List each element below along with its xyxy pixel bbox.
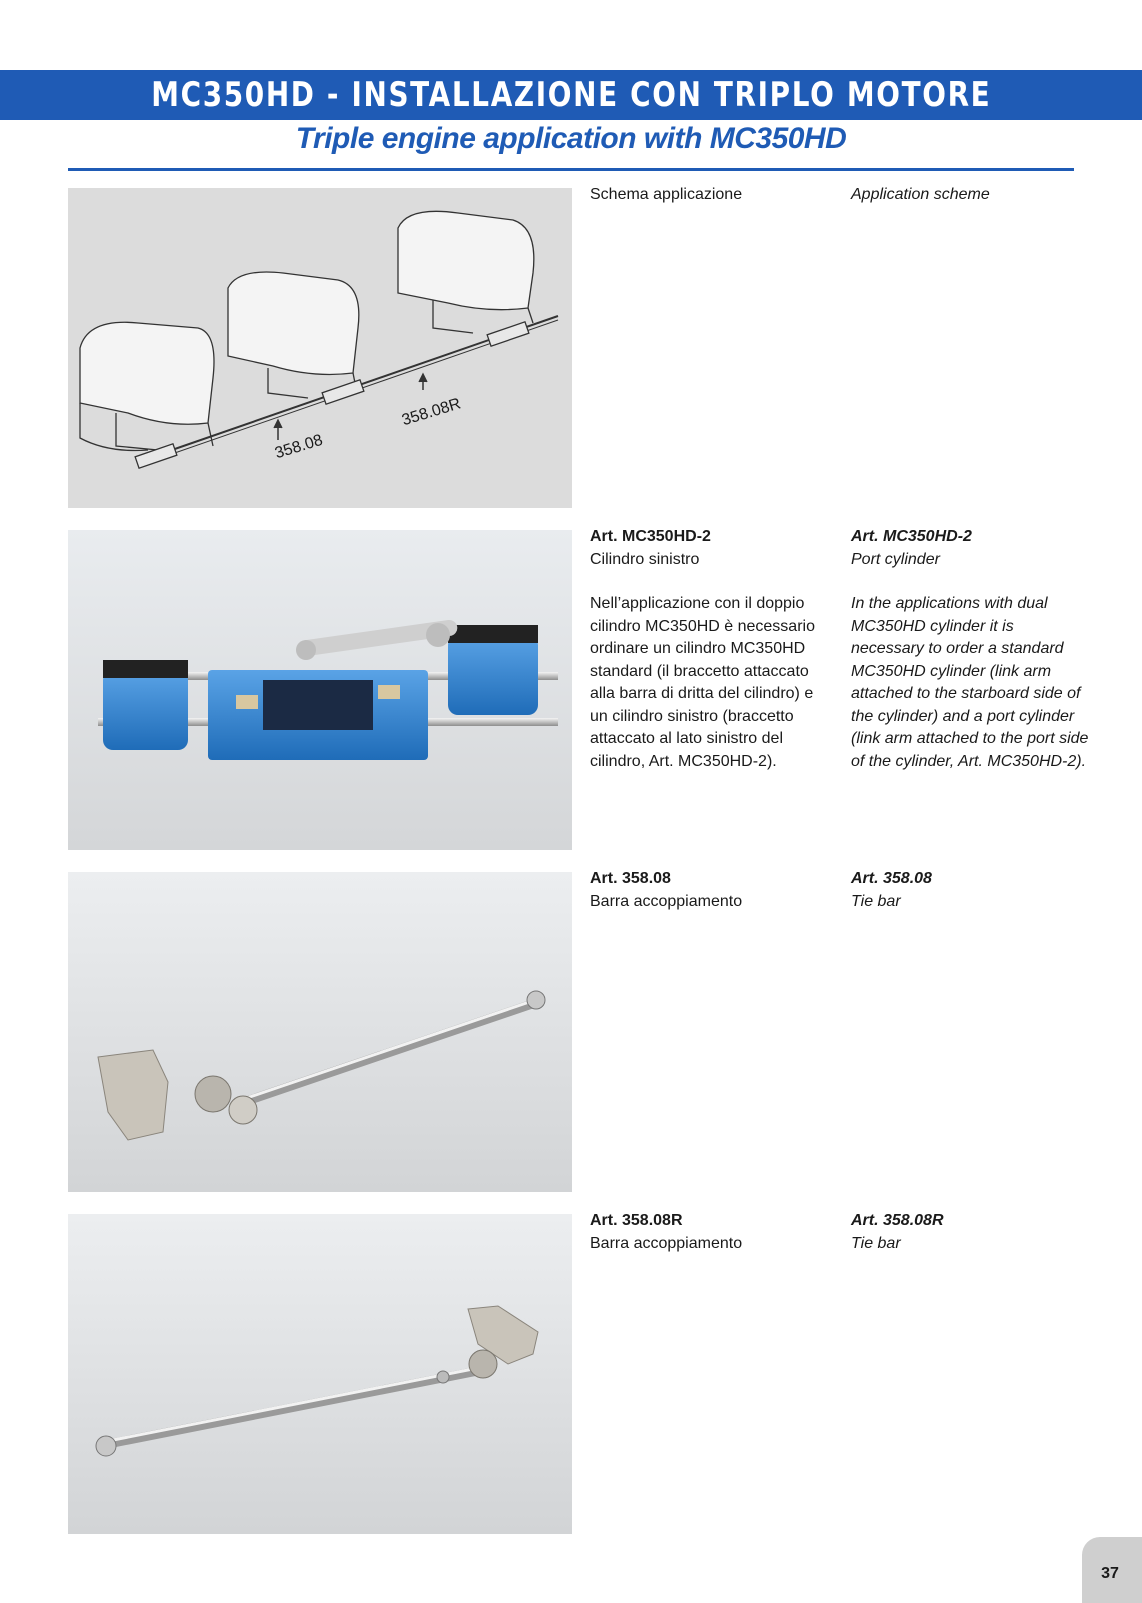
tie-bar-photo: [68, 872, 572, 1192]
art-code-it: Art. 358.08R: [590, 1212, 683, 1229]
art-code-it: Art. 358.08: [590, 870, 671, 887]
art-code-it: Art. MC350HD-2: [590, 528, 711, 545]
callout-358-08: 358.08: [273, 431, 325, 463]
application-scheme-drawing: [68, 188, 572, 508]
product-name-it: Barra accoppiamento: [590, 1234, 743, 1252]
product-desc-en: In the applications with dual MC350HD cylinder it is necessary to order a standard MC350HD cylinder (link arm attached to the starboard side of the cylinder) and a port cylinder (link arm attached to the port side of the cylinder, Art. MC350HD-2).: [851, 595, 1089, 770]
tie-bar-r-text-it: [590, 1210, 835, 1255]
header-rule: [68, 168, 1074, 171]
art-code-en: Art. 358.08R: [851, 1212, 944, 1229]
art-code-en: Art. MC350HD-2: [851, 528, 972, 545]
product-desc-it: Nell’applicazione con il doppio cilindro MC350HD è necessario ordinare un cilindro MC350HD standard (il braccetto attaccato alla barra di dritta del cilindro) e un cilindro sinistro (braccetto attaccato al lato sinistro del cilindro, Art. MC350HD-2).: [590, 595, 815, 770]
product-name-en: Tie bar: [851, 1234, 901, 1252]
port-cylinder-text-en: [851, 526, 1091, 773]
page-title: MC350HD - INSTALLAZIONE CON TRIPLO MOTORE: [150, 75, 992, 115]
tie-bar-text-it: [590, 868, 835, 913]
art-code-en: Art. 358.08: [851, 870, 932, 887]
scheme-name-en: Application scheme: [851, 186, 990, 203]
tie-bar-r-text-en: [851, 1210, 1091, 1255]
scheme-text-it: [590, 184, 835, 207]
product-name-it: Barra accoppiamento: [590, 892, 743, 910]
port-cylinder-text-it: [590, 526, 835, 773]
page-number: 37: [1101, 1565, 1119, 1582]
page-number-tab: [1082, 1537, 1142, 1603]
scheme-text-en: [851, 184, 1091, 207]
product-name-en: Port cylinder: [851, 550, 940, 568]
tie-bar-r-photo: [68, 1214, 572, 1534]
callout-358-08r: 358.08R: [400, 395, 463, 430]
scheme-name-it: Schema applicazione: [590, 186, 743, 203]
product-name-en: Tie bar: [851, 892, 901, 910]
tie-bar-text-en: [851, 868, 1091, 913]
page-subtitle: Triple engine application with MC350HD: [295, 122, 847, 155]
port-cylinder-photo: [68, 530, 572, 850]
header-bar: [0, 70, 1142, 120]
product-name-it: Cilindro sinistro: [590, 550, 700, 568]
